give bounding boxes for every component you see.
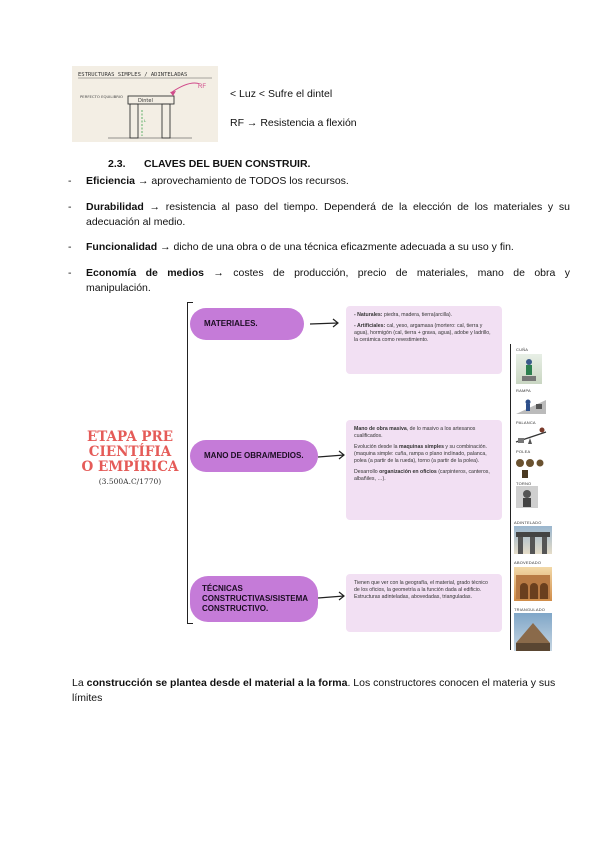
lintel-sketch — [72, 66, 218, 142]
svg-text:L: L — [144, 118, 147, 123]
sketch-image — [72, 66, 218, 142]
illustration-rampa — [514, 394, 548, 416]
etapa-dates: (3.500A.C/1770) — [98, 477, 162, 486]
pic-label-triangulado: TRIANGULADO — [514, 607, 546, 612]
box-materiales: - Naturales: piedra, madera, tierra(arcilla). - Artificiales: cal, yeso, argamasa (mortero: cal, tierra y agua), hormigón (cal, tierra + grava, agua), adobe y ladrillo, la cerámica como revestimiento. — [346, 306, 502, 374]
illustration-polea — [514, 455, 544, 479]
bracket-tick — [187, 623, 193, 624]
box-tecnicas: Tienen que ver con la geografía, el material, grado técnico de los oficios, la geometría a la función dada al edificio. Estructuras adinteladas, abovedadas, trianguladas. — [346, 574, 502, 632]
photo-triangulado — [514, 613, 552, 651]
bullet-eficiencia: - Eficiencia → aprovechamiento de TODOS los recursos. — [68, 175, 349, 187]
bracket-line — [187, 302, 188, 624]
sketch-title: ESTRUCTURAS SIMPLES / ADINTELADAS — [78, 72, 188, 78]
illustration-torno — [516, 486, 538, 508]
section-heading — [108, 158, 310, 170]
pic-label-rampa: RAMPA — [516, 388, 531, 393]
pill-tecnicas: TÉCNICAS CONSTRUCTIVAS/SISTEMA CONSTRUCTIVO. — [190, 576, 318, 622]
sketch-label-left: PERFECTO EQUILIBRIO — [80, 94, 123, 99]
pill-materiales: MATERIALES. — [190, 308, 304, 340]
pic-label-torno: TORNO — [516, 481, 532, 486]
images-line — [510, 344, 511, 650]
bullet-term: Economía de medios — [86, 267, 204, 279]
photo-adintelado — [514, 526, 552, 554]
closing-bold: construcción se plantea desde el material a la forma — [86, 677, 348, 689]
pic-label-abovedado: ABOVEDADO — [514, 560, 542, 565]
note-rf: RF → Resistencia a flexión — [230, 117, 357, 129]
bracket-tick — [187, 302, 193, 303]
bullet-term: Durabilidad — [86, 201, 144, 213]
etapa-title: ETAPA PRE CIENTÍFIA O EMPÍRICA — [81, 429, 179, 475]
pic-label-cuna: CUÑA — [516, 347, 529, 352]
pic-label-adintelado: ADINTELADO — [514, 520, 542, 525]
section-title: CLAVES DEL BUEN CONSTRUIR. — [144, 158, 311, 170]
arrows — [300, 300, 350, 620]
section-number: 2.3. — [108, 158, 126, 170]
bullet-term: Funcionalidad — [86, 241, 158, 253]
photo-abovedado — [514, 567, 552, 601]
pic-label-palanca: PALANCA — [516, 420, 536, 425]
bullet-term: Eficiencia — [86, 175, 136, 187]
illustration-palanca — [514, 426, 548, 446]
closing-paragraph: La construcción se plantea desde el material a la forma. Los constructores conocen el materia y sus límites — [72, 677, 556, 704]
box-mano-de-obra: Mano de obra masiva, de lo masivo a los artesanos cualificados. Evolución desde la maquinas simples y su combinación. (maquina simple: cuña, rampa o plano inclinado, palanca, polea (a partir de la rueda), torno (a partir de la polea). Desarrollo organización en oficios (carpinteros, canteros, albañiles, …). — [346, 420, 502, 520]
illustration-cuna — [516, 354, 542, 384]
sketch-label-dintel: Dintel — [138, 98, 153, 104]
sketch-label-rf: RF — [198, 84, 206, 90]
bullet-durabilidad: - Durabilidad → resistencia al paso del tiempo. Dependerá de la elección de los materiales y su adecuación al medio. — [68, 201, 570, 228]
pill-mano-de-obra: MANO DE OBRA/MEDIOS. — [190, 440, 318, 472]
bullet-funcionalidad: - Funcionalidad → dicho de una obra o de una técnica eficazmente adecuada a su uso y fin. — [68, 241, 514, 253]
pic-label-polea: POLEA — [516, 449, 531, 454]
note-luz: < Luz < Sufre el dintel — [230, 88, 333, 100]
bullet-economia: - Economía de medios → costes de producción, precio de materiales, mano de obra y manipulación. — [68, 267, 570, 294]
